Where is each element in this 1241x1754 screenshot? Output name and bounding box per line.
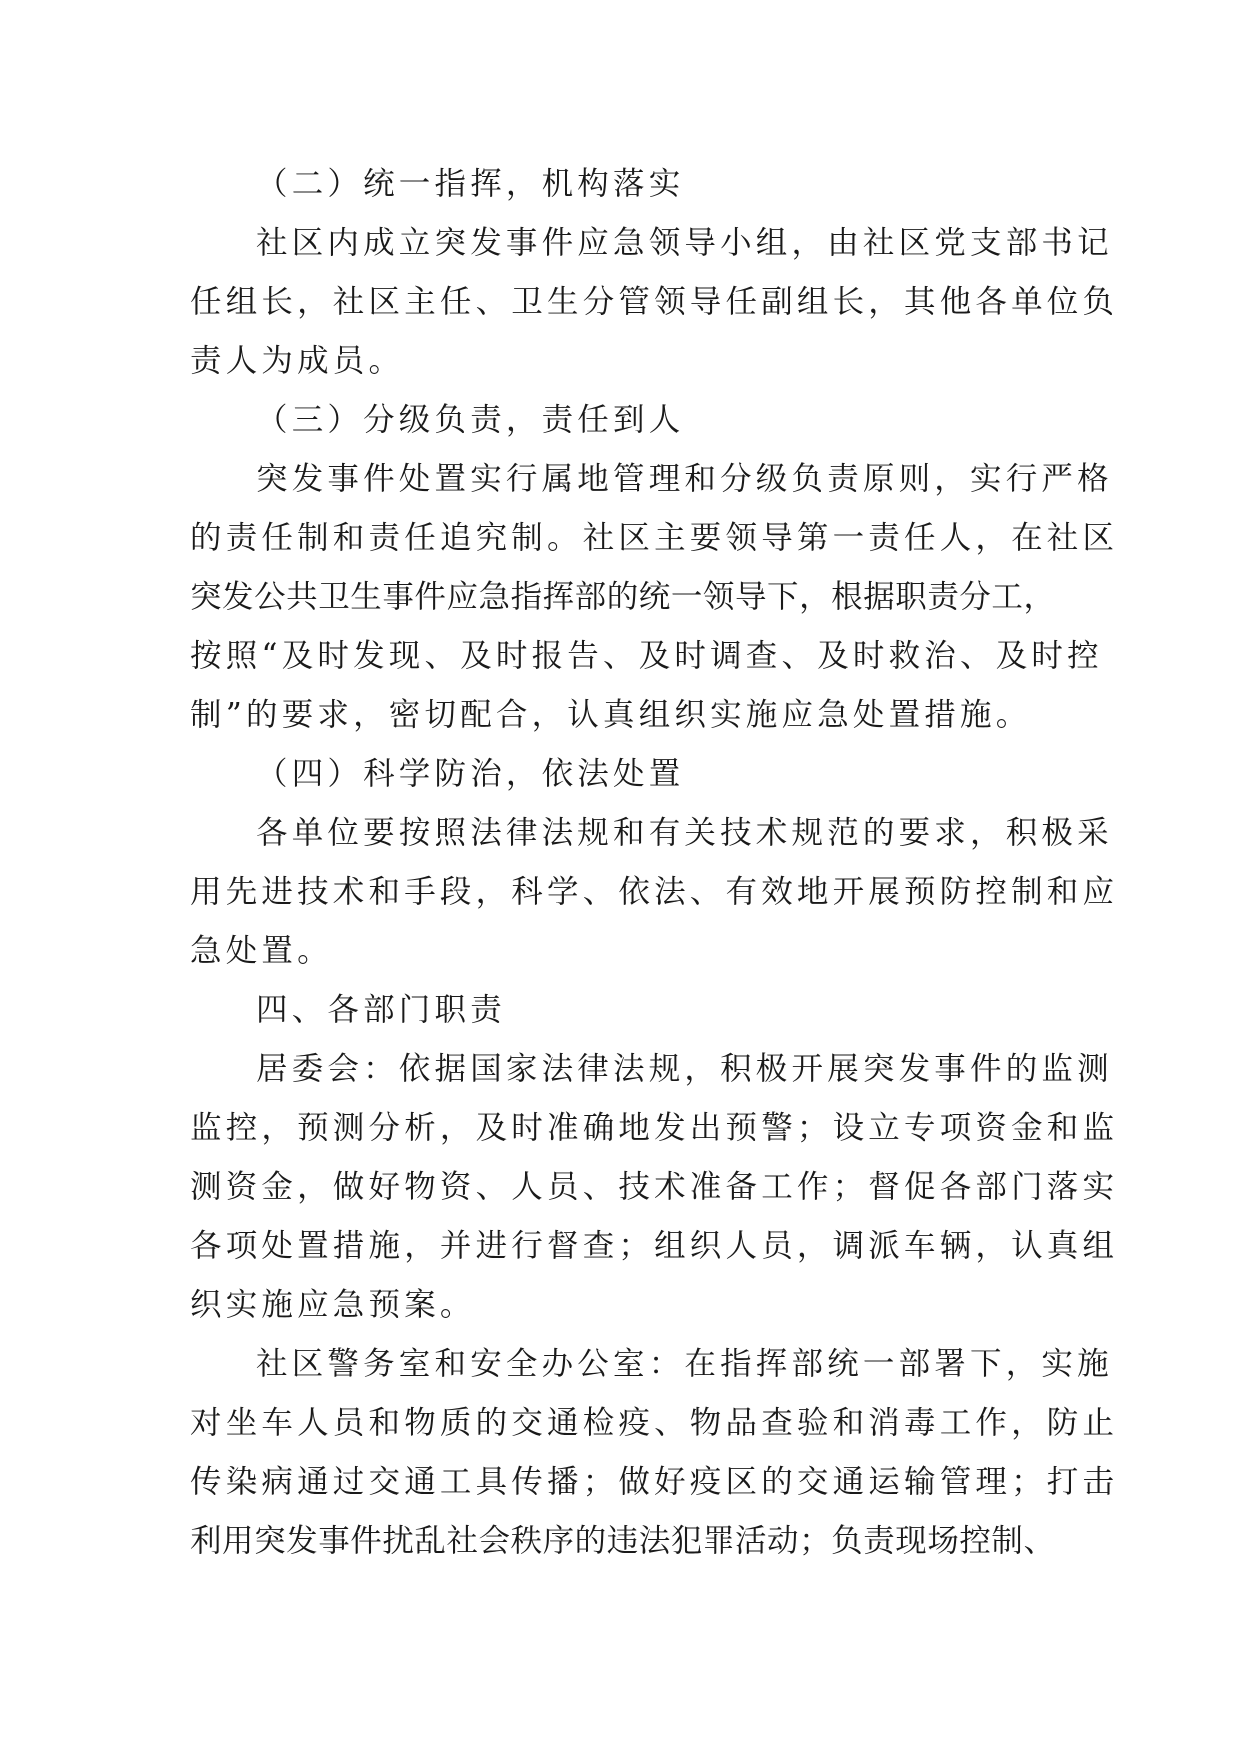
paragraph-line: 对坐车人员和物质的交通检疫、物品查验和消毒工作，防止: [190, 1405, 1119, 1441]
document-body: [190, 155, 1119, 1571]
paragraph-line: 突发事件处置实行属地管理和分级负责原则，实行严格: [256, 461, 1113, 497]
paragraph-line: 责人为成员。: [190, 343, 405, 379]
paragraph-line: 按照“及时发现、及时报告、及时调查、及时救治、及时控: [190, 638, 1103, 674]
paragraph-line: 的责任制和责任追究制。社区主要领导第一责任人，在社区: [190, 520, 1119, 556]
paragraph-line: 各项处置措施，并进行督查；组织人员，调派车辆，认真组: [190, 1228, 1119, 1264]
paragraph-line: 急处置。: [190, 933, 333, 969]
paragraph-line: 制”的要求，密切配合，认真组织实施应急处置措施。: [190, 697, 1032, 733]
section-heading: （三）分级负责，责任到人: [256, 402, 685, 438]
paragraph-line: 利用突发事件扰乱社会秩序的违法犯罪活动；负责现场控制、: [190, 1523, 1055, 1559]
paragraph-line: 织实施应急预案。: [190, 1287, 476, 1323]
paragraph-line: 用先进技术和手段，科学、依法、有效地开展预防控制和应: [190, 874, 1119, 910]
paragraph-line: 社区警务室和安全办公室：在指挥部统一部署下，实施: [256, 1346, 1113, 1382]
paragraph-line: 社区内成立突发事件应急领导小组，由社区党支部书记: [256, 225, 1113, 261]
paragraph-line: 突发公共卫生事件应急指挥部的统一领导下，根据职责分工，: [190, 579, 1055, 615]
paragraph-line: 测资金，做好物资、人员、技术准备工作；督促各部门落实: [190, 1169, 1119, 1205]
paragraph-line: 居委会：依据国家法律法规，积极开展突发事件的监测: [256, 1051, 1113, 1087]
paragraph-line: 传染病通过交通工具传播；做好疫区的交通运输管理；打击: [190, 1464, 1119, 1500]
section-heading: 四、各部门职责: [256, 992, 506, 1028]
paragraph-line: 各单位要按照法律法规和有关技术规范的要求，积极采: [256, 815, 1113, 851]
section-heading: （四）科学防治，依法处置: [256, 756, 685, 792]
paragraph-line: 任组长，社区主任、卫生分管领导任副组长，其他各单位负: [190, 284, 1119, 320]
section-heading: （二）统一指挥，机构落实: [256, 166, 685, 202]
paragraph-line: 监控，预测分析，及时准确地发出预警；设立专项资金和监: [190, 1110, 1119, 1146]
